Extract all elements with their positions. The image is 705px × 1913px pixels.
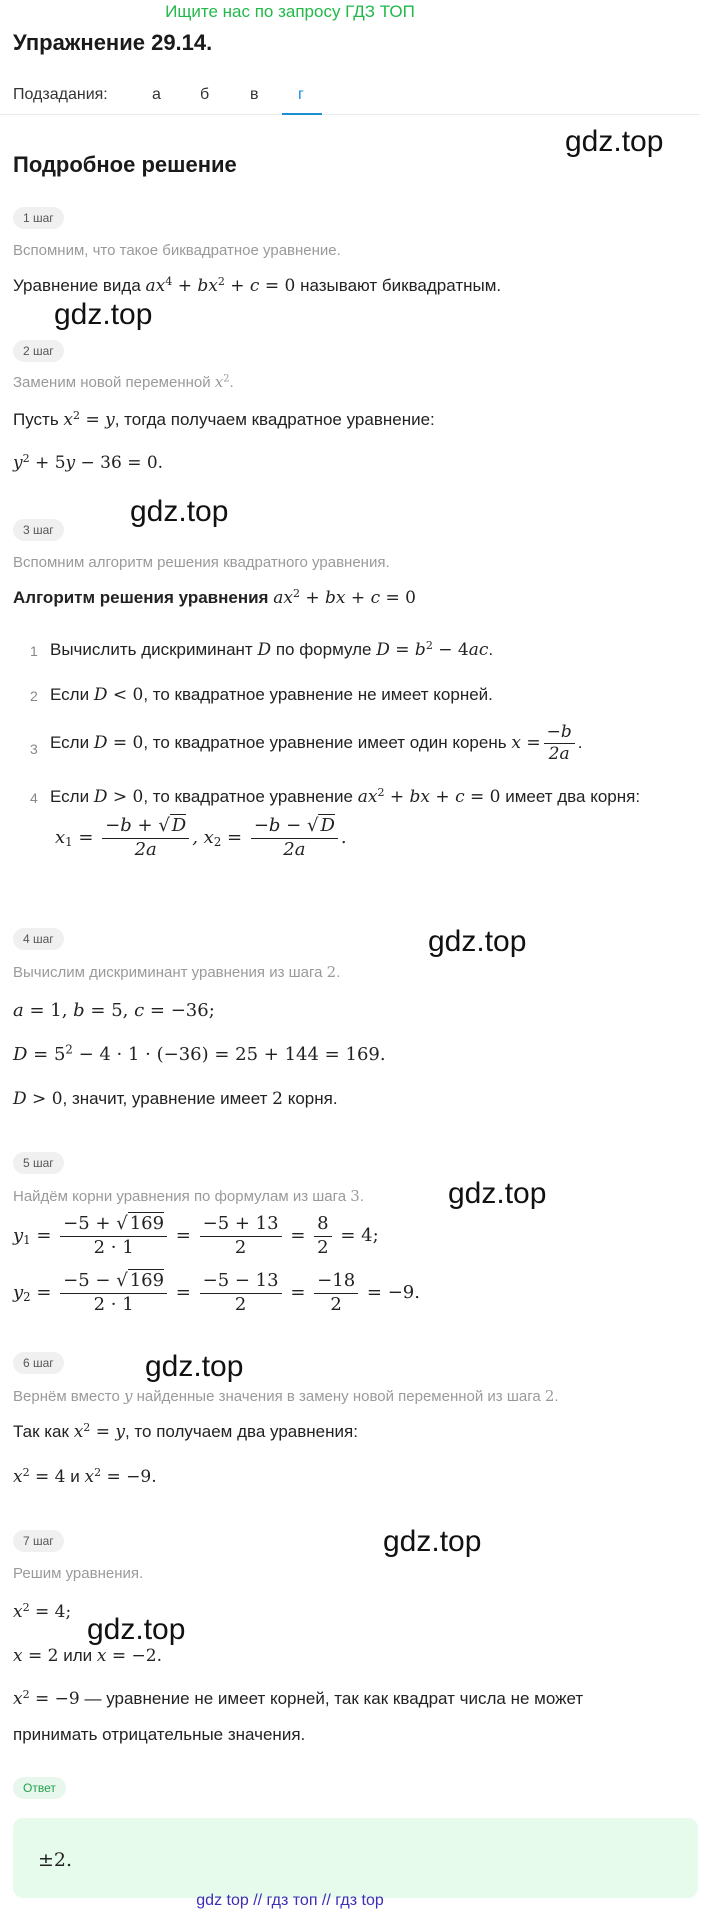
step-hint: Вернём вместо y найденные значения в замену новой переменной из шага 2. [13, 1387, 559, 1405]
root-y2: $y_2$ = $\frac{-5 - √ 169}{2 \cdot 1}$ = $\frac{-5 - 13}{2}$ = $\frac{-18}{2}$ = −9. [13, 1270, 420, 1315]
equation: $x^2 = 4$; [13, 1600, 72, 1622]
step-text: D > 0, значит, уравнение имеет 2 корня. [13, 1089, 338, 1109]
step-badge: 3 шаг [13, 519, 64, 541]
discriminant: $D = 5^2 - 4 \cdot 1 \cdot (-36) = 25 + 144 = 169$. [13, 1042, 386, 1065]
solution: x = 2 или x = −2. [13, 1646, 162, 1666]
answer-badge: Ответ [13, 1777, 66, 1799]
watermark: gdz.top [145, 1350, 244, 1383]
footer-links[interactable]: gdz top // гдз топ // гдз top [196, 1892, 384, 1909]
coefficients: a = 1, b = 5, c = −36; [13, 1000, 215, 1021]
tabs-divider [0, 114, 700, 115]
watermark: gdz.top [428, 925, 527, 958]
active-tab-indicator [282, 113, 322, 115]
step-badge: 2 шаг [13, 340, 64, 362]
step-hint: Вспомним алгоритм решения квадратного уравнения. [13, 554, 390, 571]
watermark: gdz.top [130, 495, 229, 528]
conclusion-cont: принимать отрицательные значения. [13, 1725, 306, 1744]
step-badge: 1 шаг [13, 207, 64, 229]
step-text: Так как $x^2 = y$, то получаем два уравнения: [13, 1420, 358, 1442]
conclusion: $x^2 = -9$ — уравнение не имеет корней, так как квадрат числа не может [13, 1687, 584, 1709]
step-badge: 4 шаг [13, 928, 64, 950]
answer-value: ±2. [38, 1849, 73, 1871]
step-hint: Вспомним, что такое биквадратное уравнение. [13, 242, 341, 259]
step-text: Пусть $x^2 = y$, тогда получаем квадратное уравнение: [13, 408, 435, 430]
step-text: Уравнение вида $ax^4 + bx^2 + c = 0$ называют биквадратным. [13, 274, 502, 296]
root-y1: $y_1$ = $\frac{-5 + √ 169}{2 \cdot 1}$ = $\frac{-5 + 13}{2}$ = $\frac{8}{2}$ = 4; [13, 1213, 379, 1258]
watermark: gdz.top [565, 125, 664, 158]
list-number: 3 [30, 741, 38, 757]
two-equations: $x^2 = 4$ и $x^2 = -9$. [13, 1465, 157, 1487]
step-badge: 6 шаг [13, 1352, 64, 1374]
step-badge: 7 шаг [13, 1530, 64, 1552]
tab-v[interactable]: в [250, 86, 259, 103]
list-item: Если D > 0, то квадратное уравнение $ax^2$ + bx + c = 0 имеет два корня: [50, 785, 641, 807]
list-item: Если D = 0, то квадратное уравнение имеет один корень x = $\frac{-b}{2a}$ . [50, 722, 583, 765]
search-banner: Ищите нас по запросу ГДЗ ТОП [165, 2, 415, 21]
step-hint: Заменим новой переменной $x^2$. [13, 373, 234, 391]
step-hint: Найдём корни уравнения по формулам из шага 3. [13, 1187, 364, 1205]
section-title: Подробное решение [13, 152, 237, 177]
step-badge: 5 шаг [13, 1152, 64, 1174]
watermark: gdz.top [87, 1613, 186, 1646]
tab-b[interactable]: б [200, 86, 210, 103]
tab-a[interactable]: а [152, 86, 161, 103]
list-item: Вычислить дискриминант D по формуле $D = b^2 - 4ac$. [50, 638, 494, 660]
list-number: 1 [30, 643, 38, 659]
watermark: gdz.top [54, 298, 153, 331]
subtasks-label: Подзадания: [13, 86, 108, 103]
tab-g[interactable]: г [298, 86, 304, 103]
list-number: 2 [30, 688, 38, 704]
equation: $y^2 + 5y - 36 = 0$. [13, 451, 164, 473]
algorithm-heading: Алгоритм решения уравнения $ax^2$ + bx + c = 0 [13, 586, 416, 608]
roots-formula: $x_1$ = $\frac{-b + √ D}{2a}$ , $x_2$ = $\frac{-b - √ D}{2a}$ . [55, 815, 347, 860]
step-hint: Решим уравнения. [13, 1565, 144, 1582]
list-item: Если D < 0, то квадратное уравнение не имеет корней. [50, 685, 493, 705]
page-title: Упражнение 29.14. [13, 30, 213, 55]
watermark: gdz.top [448, 1177, 547, 1210]
list-number: 4 [30, 790, 38, 806]
answer-box [13, 1818, 698, 1898]
step-hint: Вычислим дискриминант уравнения из шага 2. [13, 963, 341, 981]
watermark: gdz.top [383, 1525, 482, 1558]
